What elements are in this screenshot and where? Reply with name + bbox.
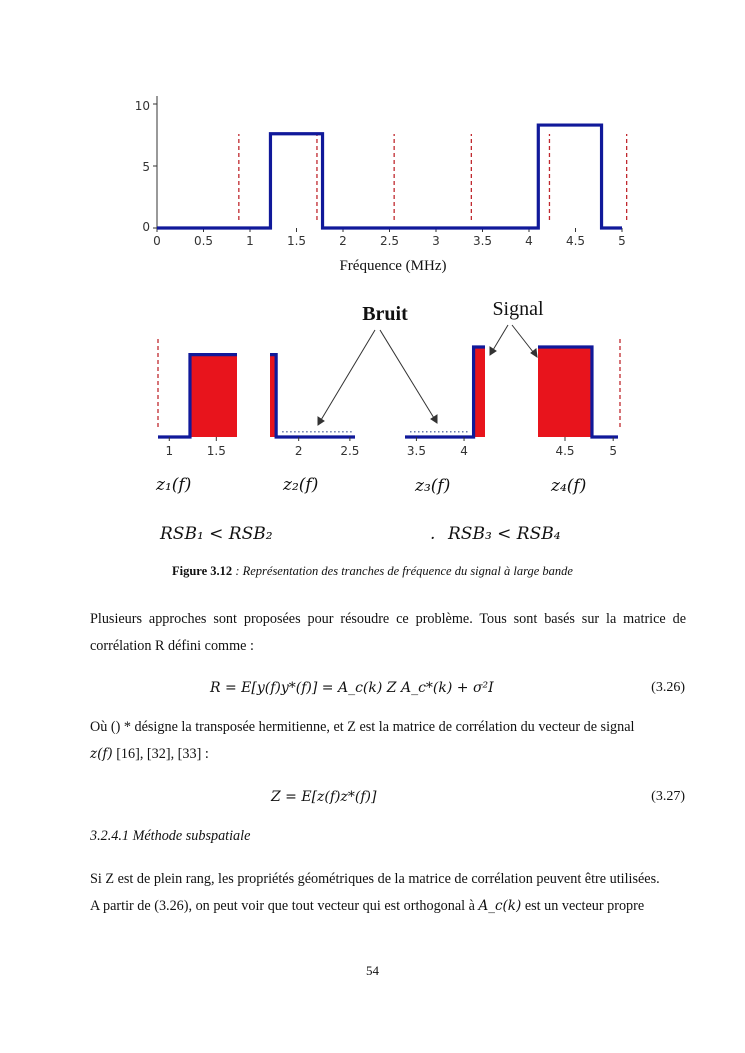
noise-dot [434, 431, 436, 433]
x-tick-label: 4.5 [565, 234, 586, 248]
z1-label: z₁(f) [156, 475, 192, 495]
noise-dot [330, 431, 332, 433]
z2-label: z₂(f) [283, 475, 319, 495]
equation-3-27-number: (3.27) [651, 789, 685, 804]
signal-fill [190, 355, 237, 437]
rsb-separator: . [430, 524, 436, 544]
x-tick-label: 1.5 [286, 234, 307, 248]
x-tick-label: 5 [618, 234, 626, 248]
noise-dot [286, 431, 288, 433]
annotation-arrows [318, 325, 537, 425]
noise-dot [290, 431, 292, 433]
equation-3-26: R = E[y(f)y*(f)] = A_c(k) Z A_c*(k) + σ²I [210, 680, 494, 696]
paragraph-1 [90, 606, 686, 660]
arrow-bruit-right [380, 330, 437, 423]
noise-dot [282, 431, 284, 433]
noise-dot [338, 431, 340, 433]
signal-fill [538, 347, 592, 437]
panel-tick-label: 3.5 [406, 444, 426, 458]
noise-dot [446, 431, 448, 433]
panel-tick-label: 4 [460, 444, 468, 458]
panel-tick-label: 2 [294, 444, 303, 458]
noise-dot [306, 431, 308, 433]
noise-dot [462, 431, 464, 433]
arrow-bruit-left [318, 330, 375, 425]
panel-tick-label: 5 [609, 444, 618, 458]
spectrum-chart [0, 0, 745, 285]
noise-dot [418, 431, 420, 433]
noise-dot [438, 431, 440, 433]
noise-dot [414, 431, 416, 433]
caption-label: Figure 3.12 [172, 564, 233, 578]
paragraph-2-text: Où () * désigne la transposée hermitienne, et Z est la matrice de corrélation du vecteur de signal [90, 719, 635, 735]
caption-text: : Représentation des tranches de fréquence du signal à large bande [232, 564, 573, 578]
panel-tick-label: 1 [165, 444, 174, 458]
panel-series-line [270, 355, 355, 437]
paragraph-3-line-2: A partir de (3.26), on peut voir que tout vecteur qui est orthogonal à [90, 898, 479, 914]
paragraph-3-line-2-end: est un vecteur propre [521, 898, 645, 914]
section-heading: 3.2.4.1 Méthode subspatiale [90, 828, 251, 844]
paragraph-2 [90, 714, 686, 768]
noise-dot [294, 431, 296, 433]
panel-tick-label: 4.5 [555, 444, 575, 458]
arrowhead [490, 347, 496, 355]
noise-dot [458, 431, 460, 433]
noise-dot [298, 431, 300, 433]
x-tick-label: 3.5 [472, 234, 493, 248]
paragraph-3-line-1: Si Z est de plein rang, les propriétés géométriques de la matrice de corrélation peuvent être utilisées. [90, 871, 660, 887]
rsb-right: RSB₃ < RSB₄ [448, 524, 561, 544]
ytick-5: 5 [142, 160, 150, 174]
band-panels [158, 339, 620, 441]
paragraph-3 [90, 866, 686, 920]
ytick-0: 0 [142, 220, 150, 234]
arrowhead [431, 415, 437, 423]
rsb-left: RSB₁ < RSB₂ [160, 524, 273, 544]
equation-3-26-number: (3.26) [651, 680, 685, 695]
noise-dot [426, 431, 428, 433]
paragraph-3-math: A_c(k) [478, 898, 522, 914]
panel-series-line [405, 347, 485, 437]
noise-dot [346, 431, 348, 433]
noise-dot [442, 431, 444, 433]
noise-dot [454, 431, 456, 433]
panel-tick-label: 2.5 [340, 444, 360, 458]
signal-fill [474, 347, 485, 437]
x-axis-ticks [153, 234, 626, 248]
x-tick-label: 4 [525, 234, 533, 248]
noise-dot [350, 431, 352, 433]
noise-dot [302, 431, 304, 433]
noise-dot [322, 431, 324, 433]
z4-label: z₄(f) [551, 476, 587, 496]
x-tick-label: 0.5 [193, 234, 214, 248]
paragraph-2-math: z(f) [90, 746, 113, 762]
signal-annotation: Signal [492, 298, 544, 320]
z3-label: z₃(f) [415, 476, 451, 496]
x-tick-label: 2.5 [379, 234, 400, 248]
noise-dot [422, 431, 424, 433]
noise-dot [466, 431, 468, 433]
noise-dot [450, 431, 452, 433]
noise-dot [310, 431, 312, 433]
paragraph-1-text: Plusieurs approches sont proposées pour résoudre ce problème. Tous sont basés sur la matrice de corrélation R défini comme : [90, 611, 686, 654]
page-number: 54 [366, 963, 379, 978]
band-panels-chart [0, 285, 745, 465]
panel-ticks [165, 444, 617, 458]
spectrum-series-line [157, 125, 622, 228]
x-tick-label: 2 [339, 234, 347, 248]
ytick-10: 10 [134, 99, 150, 113]
noise-dot [430, 431, 432, 433]
x-axis-label: Fréquence (MHz) [339, 258, 447, 274]
noise-dot [314, 431, 316, 433]
x-tick-label: 1 [246, 234, 254, 248]
noise-dot [318, 431, 320, 433]
spectrum-plot-area [153, 96, 627, 232]
figure-caption [0, 564, 745, 579]
noise-dot [334, 431, 336, 433]
paragraph-2-refs: [16], [32], [33] : [112, 746, 209, 762]
noise-dot [342, 431, 344, 433]
noise-dot [410, 431, 412, 433]
noise-dot [326, 431, 328, 433]
x-tick-label: 3 [432, 234, 440, 248]
bruit-annotation: Bruit [362, 303, 408, 325]
panel-tick-label: 1.5 [206, 444, 226, 458]
equation-3-27: Z = E[z(f)z*(f)] [271, 789, 377, 805]
x-tick-label: 0 [153, 234, 161, 248]
arrowhead [318, 417, 324, 425]
